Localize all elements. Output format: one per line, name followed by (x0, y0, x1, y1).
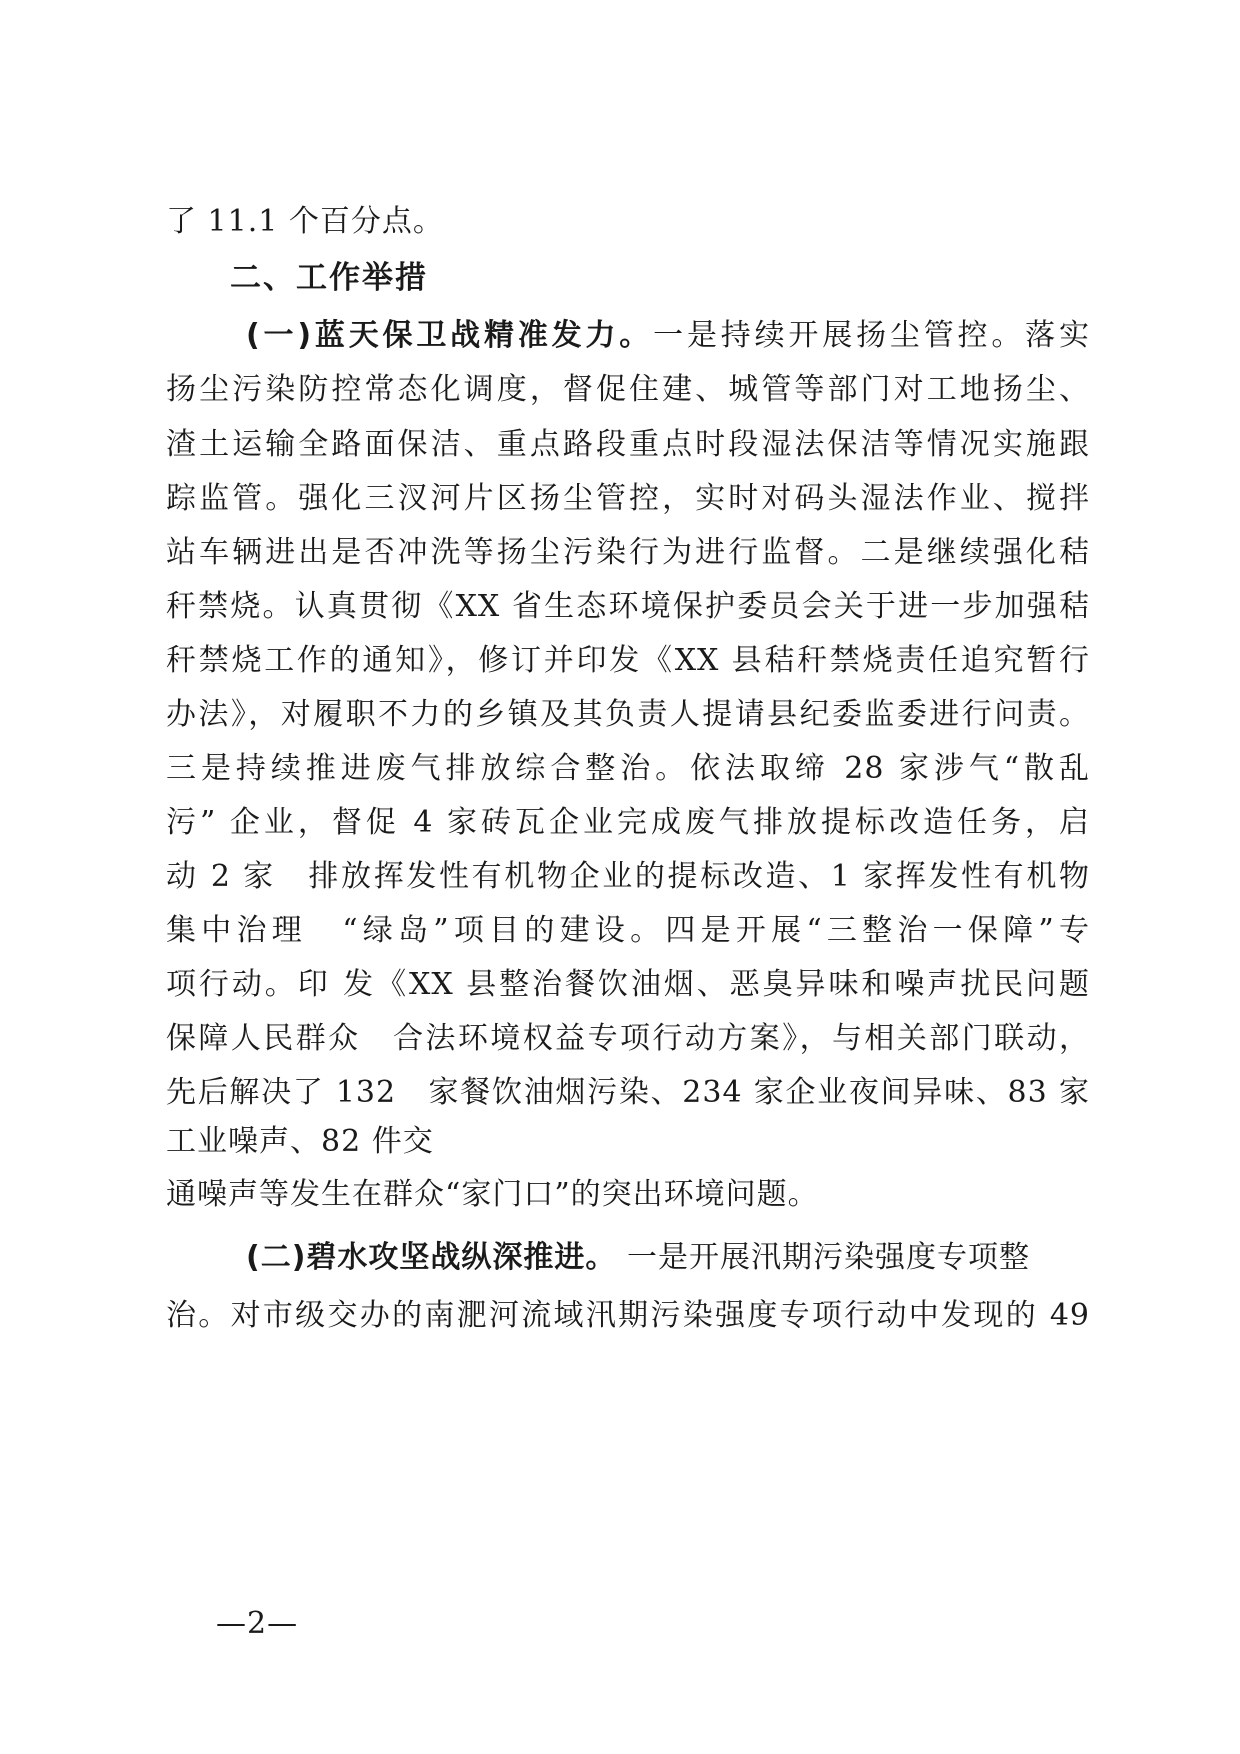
text-line: 通噪声等发生在群众“家门口”的突出环境问题。 (166, 1177, 819, 1212)
text-line: 集中治理 “绿岛”项目的建设。四是开展“三整治一保障”专 (166, 913, 1090, 948)
text-line: 污” 企业，督促 4 家砖瓦企业完成废气排放提标改造任务，启 (166, 805, 1090, 840)
paragraph-lead: (二)碧水攻坚战纵深推进。 (246, 1240, 617, 1275)
text-line: 先后解决了 132 家餐饮油烟污染、234 家企业夜间异味、83 家 (166, 1075, 1090, 1110)
section-heading: 二、工作举措 (230, 260, 428, 296)
text-line: 站车辆进出是否冲洗等扬尘污染行为进行监督。二是继续强化秸 (166, 535, 1090, 570)
text-line: 秆禁烧工作的通知》，修订并印发《XX 县秸秆禁烧责任追究暂行 (166, 643, 1090, 678)
text-line: 踪监管。强化三汊河片区扬尘管控，实时对码头湿法作业、搅拌 (166, 481, 1090, 516)
text-line: 工业噪声、82 件交 (166, 1124, 434, 1159)
page-number: —2— (216, 1606, 299, 1641)
paragraph-lead: (一)蓝天保卫战精准发力。 (246, 318, 654, 353)
paragraph-first-line (246, 1238, 1090, 1278)
text-line: 三是持续推进废气排放综合整治。依法取缔 28 家涉气“散乱 (166, 751, 1090, 786)
text-line: 项行动。印 发《XX 县整治餐饮油烟、恶臭异味和噪声扰民问题 (166, 967, 1090, 1002)
paragraph-text: 一是持续开展扬尘管控。落实 (653, 318, 1091, 353)
text-line: 渣土运输全路面保洁、重点路段重点时段湿法保洁等情况实施跟 (166, 427, 1090, 462)
paragraph-first-line (246, 316, 1090, 356)
text-line: 了 11.1 个百分点。 (166, 204, 444, 239)
text-line: 保障人民群众 合法环境权益专项行动方案》，与相关部门联动， (166, 1021, 1090, 1056)
paragraph-text: 一是开展汛期污染强度专项整 (616, 1240, 1030, 1275)
text-line: 扬尘污染防控常态化调度，督促住建、城管等部门对工地扬尘、 (166, 372, 1090, 407)
text-line: 办法》，对履职不力的乡镇及其负责人提请县纪委监委进行问责。 (166, 697, 1090, 732)
text-line: 动 2 家 排放挥发性有机物企业的提标改造、1 家挥发性有机物 (166, 859, 1090, 894)
text-line: 治。对市级交办的南淝河流域汛期污染强度专项行动中发现的 49 (166, 1298, 1090, 1333)
text-line: 秆禁烧。认真贯彻《XX 省生态环境保护委员会关于进一步加强秸 (166, 589, 1090, 624)
